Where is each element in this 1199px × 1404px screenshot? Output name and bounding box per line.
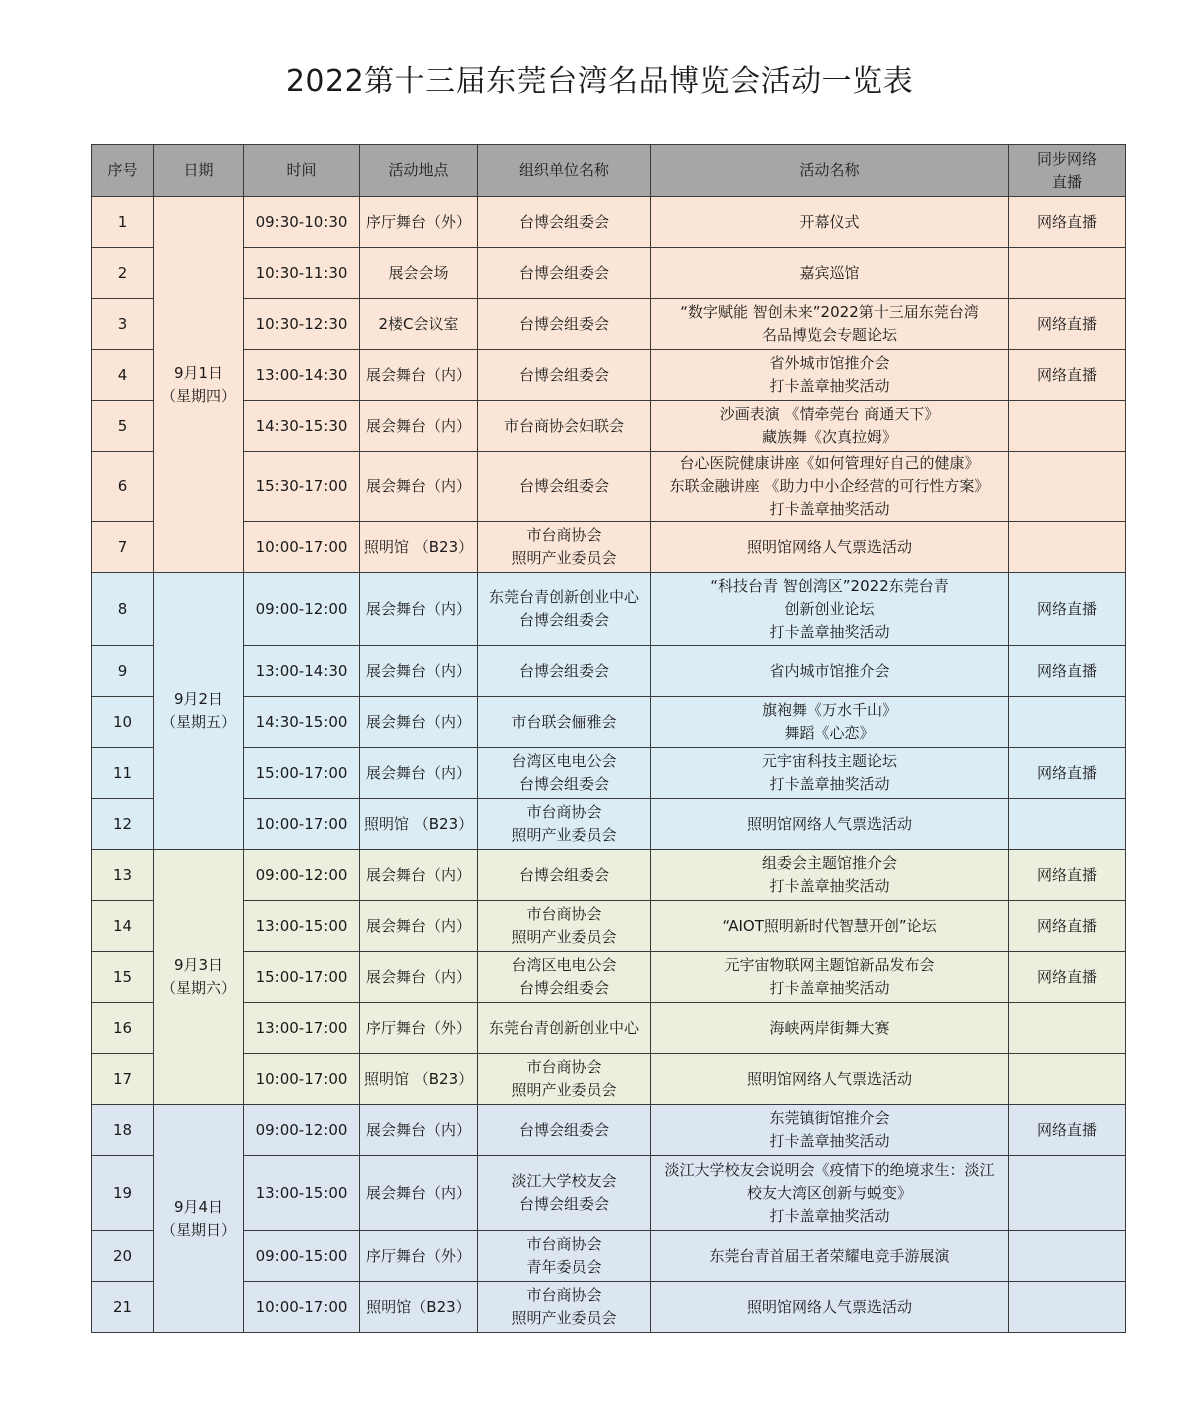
row-number: 6 <box>92 452 154 522</box>
place-cell: 序厅舞台（外） <box>360 1003 478 1054</box>
live-cell <box>1009 1231 1126 1282</box>
live-cell: 网络直播 <box>1009 646 1126 697</box>
time-cell: 10:30-12:30 <box>244 299 360 350</box>
table-row <box>92 901 1126 952</box>
organizer-cell: 淡江大学校友会 台博会组委会 <box>478 1156 651 1231</box>
live-cell: 网络直播 <box>1009 350 1126 401</box>
row-number: 13 <box>92 850 154 901</box>
organizer-cell: 台博会组委会 <box>478 350 651 401</box>
time-cell: 13:00-14:30 <box>244 646 360 697</box>
activity-cell: “科技台青 智创湾区”2022东莞台青 创新创业论坛 打卡盖章抽奖活动 <box>651 573 1009 646</box>
place-cell: 展会舞台（内） <box>360 697 478 748</box>
organizer-cell: 台湾区电电公会 台博会组委会 <box>478 952 651 1003</box>
time-cell: 15:30-17:00 <box>244 452 360 522</box>
activity-cell: 省内城市馆推介会 <box>651 646 1009 697</box>
organizer-cell: 台博会组委会 <box>478 299 651 350</box>
table-row <box>92 646 1126 697</box>
time-cell: 14:30-15:00 <box>244 697 360 748</box>
time-cell: 13:00-15:00 <box>244 901 360 952</box>
table-row <box>92 1054 1126 1105</box>
activity-cell: 旗袍舞《万水千山》 舞蹈《心恋》 <box>651 697 1009 748</box>
organizer-cell: 东莞台青创新创业中心 台博会组委会 <box>478 573 651 646</box>
live-cell <box>1009 1054 1126 1105</box>
row-number: 17 <box>92 1054 154 1105</box>
time-cell: 10:00-17:00 <box>244 522 360 573</box>
live-cell <box>1009 799 1126 850</box>
row-number: 4 <box>92 350 154 401</box>
organizer-cell: 市台商协会 照明产业委员会 <box>478 901 651 952</box>
place-cell: 展会舞台（内） <box>360 573 478 646</box>
activity-cell: 东莞台青首届王者荣耀电竞手游展演 <box>651 1231 1009 1282</box>
table-row <box>92 1105 1126 1156</box>
row-number: 16 <box>92 1003 154 1054</box>
activity-cell: 台心医院健康讲座《如何管理好自己的健康》 东联金融讲座 《助力中小企经营的可行性方案》 打卡盖章抽奖活动 <box>651 452 1009 522</box>
live-cell <box>1009 452 1126 522</box>
row-number: 3 <box>92 299 154 350</box>
time-cell: 13:00-17:00 <box>244 1003 360 1054</box>
organizer-cell: 市台商协会 照明产业委员会 <box>478 1054 651 1105</box>
organizer-cell: 东莞台青创新创业中心 <box>478 1003 651 1054</box>
header-live: 同步网络 直播 <box>1009 145 1126 197</box>
time-cell: 10:00-17:00 <box>244 799 360 850</box>
place-cell: 展会舞台（内） <box>360 646 478 697</box>
place-cell: 展会舞台（内） <box>360 350 478 401</box>
activity-cell: 元宇宙物联网主题馆新品发布会 打卡盖章抽奖活动 <box>651 952 1009 1003</box>
header-place: 活动地点 <box>360 145 478 197</box>
row-number: 11 <box>92 748 154 799</box>
table-row <box>92 1003 1126 1054</box>
activity-cell: 省外城市馆推介会 打卡盖章抽奖活动 <box>651 350 1009 401</box>
live-cell: 网络直播 <box>1009 901 1126 952</box>
row-number: 20 <box>92 1231 154 1282</box>
header-activity: 活动名称 <box>651 145 1009 197</box>
header-organizer: 组织单位名称 <box>478 145 651 197</box>
row-number: 7 <box>92 522 154 573</box>
organizer-cell: 台博会组委会 <box>478 646 651 697</box>
activity-cell: 东莞镇街馆推介会 打卡盖章抽奖活动 <box>651 1105 1009 1156</box>
organizer-cell: 市台商协会 照明产业委员会 <box>478 799 651 850</box>
time-cell: 10:30-11:30 <box>244 248 360 299</box>
live-cell <box>1009 522 1126 573</box>
organizer-cell: 市台商协会 青年委员会 <box>478 1231 651 1282</box>
activity-cell: “数字赋能 智创未来”2022第十三届东莞台湾 名品博览会专题论坛 <box>651 299 1009 350</box>
table-row <box>92 299 1126 350</box>
table-row <box>92 952 1126 1003</box>
activity-cell: 开幕仪式 <box>651 197 1009 248</box>
organizer-cell: 市台联会俪雅会 <box>478 697 651 748</box>
place-cell: 序厅舞台（外） <box>360 197 478 248</box>
date-cell: 9月4日 （星期日） <box>154 1105 244 1333</box>
place-cell: 展会舞台（内） <box>360 748 478 799</box>
place-cell: 展会会场 <box>360 248 478 299</box>
organizer-cell: 台湾区电电公会 台博会组委会 <box>478 748 651 799</box>
live-cell: 网络直播 <box>1009 850 1126 901</box>
time-cell: 09:00-12:00 <box>244 573 360 646</box>
place-cell: 序厅舞台（外） <box>360 1231 478 1282</box>
time-cell: 15:00-17:00 <box>244 748 360 799</box>
activity-cell: 元宇宙科技主题论坛 打卡盖章抽奖活动 <box>651 748 1009 799</box>
activity-cell: “AIOT照明新时代智慧开创”论坛 <box>651 901 1009 952</box>
table-row <box>92 850 1126 901</box>
place-cell: 展会舞台（内） <box>360 952 478 1003</box>
row-number: 18 <box>92 1105 154 1156</box>
time-cell: 09:00-12:00 <box>244 1105 360 1156</box>
row-number: 21 <box>92 1282 154 1333</box>
activity-cell: 照明馆网络人气票选活动 <box>651 799 1009 850</box>
organizer-cell: 台博会组委会 <box>478 850 651 901</box>
row-number: 10 <box>92 697 154 748</box>
row-number: 5 <box>92 401 154 452</box>
place-cell: 展会舞台（内） <box>360 452 478 522</box>
live-cell <box>1009 1003 1126 1054</box>
live-cell: 网络直播 <box>1009 952 1126 1003</box>
place-cell: 展会舞台（内） <box>360 401 478 452</box>
live-cell <box>1009 1282 1126 1333</box>
organizer-cell: 台博会组委会 <box>478 248 651 299</box>
place-cell: 照明馆 （B23） <box>360 522 478 573</box>
live-cell <box>1009 401 1126 452</box>
row-number: 9 <box>92 646 154 697</box>
live-cell <box>1009 1156 1126 1231</box>
table-row <box>92 1231 1126 1282</box>
live-cell <box>1009 248 1126 299</box>
table-row <box>92 522 1126 573</box>
place-cell: 照明馆（B23） <box>360 1282 478 1333</box>
table-row <box>92 748 1126 799</box>
date-cell: 9月2日 （星期五） <box>154 573 244 850</box>
activity-cell: 淡江大学校友会说明会《疫情下的绝境求生：淡江 校友大湾区创新与蜕变》 打卡盖章抽奖活动 <box>651 1156 1009 1231</box>
time-cell: 09:00-15:00 <box>244 1231 360 1282</box>
row-number: 15 <box>92 952 154 1003</box>
table-row <box>92 350 1126 401</box>
time-cell: 15:00-17:00 <box>244 952 360 1003</box>
activity-cell: 照明馆网络人气票选活动 <box>651 522 1009 573</box>
live-cell: 网络直播 <box>1009 1105 1126 1156</box>
organizer-cell: 市台商协会 照明产业委员会 <box>478 522 651 573</box>
live-cell: 网络直播 <box>1009 748 1126 799</box>
header-time: 时间 <box>244 145 360 197</box>
time-cell: 14:30-15:30 <box>244 401 360 452</box>
table-row <box>92 452 1126 522</box>
activity-cell: 海峡两岸街舞大赛 <box>651 1003 1009 1054</box>
organizer-cell: 市台商协会 照明产业委员会 <box>478 1282 651 1333</box>
organizer-cell: 台博会组委会 <box>478 452 651 522</box>
organizer-cell: 台博会组委会 <box>478 197 651 248</box>
table-row <box>92 573 1126 646</box>
place-cell: 展会舞台（内） <box>360 901 478 952</box>
row-number: 1 <box>92 197 154 248</box>
table-row <box>92 697 1126 748</box>
activity-cell: 照明馆网络人气票选活动 <box>651 1054 1009 1105</box>
organizer-cell: 台博会组委会 <box>478 1105 651 1156</box>
time-cell: 13:00-15:00 <box>244 1156 360 1231</box>
time-cell: 09:30-10:30 <box>244 197 360 248</box>
place-cell: 照明馆 （B23） <box>360 799 478 850</box>
table-row <box>92 1282 1126 1333</box>
header-no: 序号 <box>92 145 154 197</box>
row-number: 12 <box>92 799 154 850</box>
table-row <box>92 799 1126 850</box>
table-row <box>92 1156 1126 1231</box>
activity-cell: 照明馆网络人气票选活动 <box>651 1282 1009 1333</box>
live-cell <box>1009 697 1126 748</box>
table-row <box>92 401 1126 452</box>
organizer-cell: 市台商协会妇联会 <box>478 401 651 452</box>
live-cell: 网络直播 <box>1009 299 1126 350</box>
time-cell: 10:00-17:00 <box>244 1054 360 1105</box>
page-title: 2022第十三届东莞台湾名品博览会活动一览表 <box>285 64 914 99</box>
place-cell: 展会舞台（内） <box>360 850 478 901</box>
table-header-row <box>92 145 1126 197</box>
table-row <box>92 197 1126 248</box>
place-cell: 照明馆 （B23） <box>360 1054 478 1105</box>
row-number: 8 <box>92 573 154 646</box>
live-cell: 网络直播 <box>1009 197 1126 248</box>
time-cell: 09:00-12:00 <box>244 850 360 901</box>
activity-cell: 沙画表演 《情牵莞台 商通天下》 藏族舞《次真拉姆》 <box>651 401 1009 452</box>
time-cell: 10:00-17:00 <box>244 1282 360 1333</box>
date-cell: 9月1日 （星期四） <box>154 197 244 573</box>
table-row <box>92 248 1126 299</box>
place-cell: 2楼C会议室 <box>360 299 478 350</box>
time-cell: 13:00-14:30 <box>244 350 360 401</box>
row-number: 19 <box>92 1156 154 1231</box>
activity-schedule-table <box>91 144 1126 1333</box>
place-cell: 展会舞台（内） <box>360 1156 478 1231</box>
date-cell: 9月3日 （星期六） <box>154 850 244 1105</box>
activity-cell: 嘉宾巡馆 <box>651 248 1009 299</box>
row-number: 2 <box>92 248 154 299</box>
activity-cell: 组委会主题馆推介会 打卡盖章抽奖活动 <box>651 850 1009 901</box>
header-date: 日期 <box>154 145 244 197</box>
place-cell: 展会舞台（内） <box>360 1105 478 1156</box>
live-cell: 网络直播 <box>1009 573 1126 646</box>
row-number: 14 <box>92 901 154 952</box>
